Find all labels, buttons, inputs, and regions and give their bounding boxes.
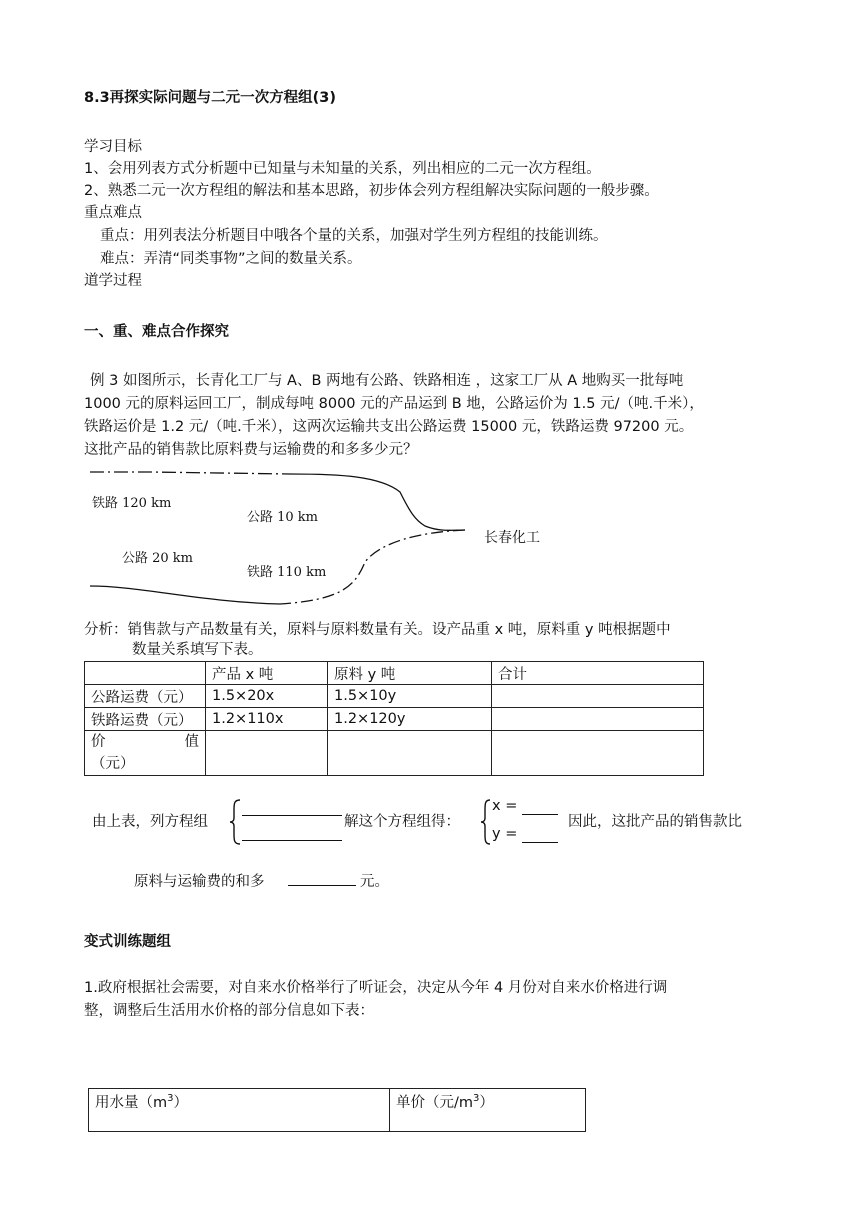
price-label-end: ） [479, 1095, 494, 1111]
table-header: 原料 y 吨 [328, 662, 492, 685]
left-brace-icon [228, 798, 242, 846]
equation-line2-prefix: 原料与运输费的和多 [134, 874, 265, 890]
equation-prefix: 由上表，列方程组 [92, 814, 208, 830]
table-row [85, 708, 704, 731]
table-cell [492, 685, 704, 708]
x-label: x = [492, 798, 518, 814]
table-cell: 1.5×10y [328, 685, 492, 708]
example-line-2: 1000 元的原料运回工厂，制成每吨 8000 元的产品运到 B 地，公路运价为 1.5 元/（吨.千米）， [84, 396, 704, 412]
table-cell-value-label [85, 731, 206, 776]
label-rail-110: 铁路 110 km [247, 565, 327, 580]
page-title: 8.3再探实际问题与二元一次方程组(3) [84, 90, 337, 106]
label-factory: 长春化工 [484, 530, 540, 546]
value-label-b: 值 [184, 734, 199, 750]
route-diagram [80, 462, 500, 612]
analysis-line-1: 分析：销售款与产品数量有关，原料与原料数量有关。设产品重 x 吨，原料重 y 吨根据题中 [84, 622, 671, 638]
price-sup: 3 [473, 1093, 480, 1105]
table-row [85, 685, 704, 708]
section1-heading: 一、重、难点合作探究 [84, 324, 229, 340]
equation-suffix: 因此，这批产品的销售款比 [568, 814, 742, 830]
equation-blank-2[interactable] [242, 840, 342, 841]
value-label-a: 价 [91, 734, 106, 750]
objectives-heading: 学习目标 [84, 139, 142, 155]
left-brace-icon [480, 798, 492, 846]
table-header-price [390, 1089, 586, 1132]
analysis-line-2: 数量关系填写下表。 [132, 642, 263, 658]
table-cell: 公路运费（元） [85, 685, 206, 708]
table-cell [206, 731, 328, 776]
table-cell [492, 708, 704, 731]
usage-sup: 3 [167, 1093, 174, 1105]
table-cell [85, 662, 206, 685]
table-header-usage [89, 1089, 390, 1132]
problem-line-2: 整，调整后生活用水价格的部分信息如下表： [84, 1003, 374, 1019]
example-line-3: 铁路运价是 1.2 元/（吨.千米），这两次运输共支出公路运费 15000 元，铁路运费 97200 元。 [84, 419, 694, 435]
label-road-10: 公路 10 km [247, 510, 319, 525]
freight-table [84, 661, 704, 776]
process-heading: 道学过程 [84, 273, 142, 289]
y-answer-blank[interactable] [522, 842, 558, 843]
problem-line-1: 1.政府根据社会需要，对自来水价格举行了听证会，决定从今年 4 月份对自来水价格进行调 [84, 980, 668, 996]
table-header: 合计 [492, 662, 704, 685]
label-road-20: 公路 20 km [122, 551, 194, 566]
usage-label: 用水量（m [95, 1095, 168, 1111]
key-point: 重点：用列表法分析题目中哦各个量的关系，加强对学生列方程组的技能训练。 [100, 228, 608, 244]
table-row [85, 731, 704, 776]
example-line-4: 这批产品的销售款比原料费与运输费的和多多少元？ [84, 442, 418, 458]
y-label: y = [492, 826, 518, 842]
x-answer-blank[interactable] [522, 814, 558, 815]
equation-line2-suffix: 元。 [360, 874, 389, 890]
table-header-row [89, 1089, 586, 1132]
equation-blank-1[interactable] [242, 815, 342, 816]
table-cell: 铁路运费（元） [85, 708, 206, 731]
objective-item-2: 2、熟悉二元一次方程组的解法和基本思路，初步体会列方程组解决实际问题的一般步骤。 [84, 183, 659, 199]
section2-heading: 变式训练题组 [84, 934, 171, 950]
key-points-heading: 重点难点 [84, 205, 142, 221]
table-cell [492, 731, 704, 776]
usage-label-end: ） [173, 1095, 188, 1111]
table-cell: 1.5×20x [206, 685, 328, 708]
difference-blank[interactable] [288, 885, 356, 886]
rail-120-line [90, 472, 290, 474]
table-header: 产品 x 吨 [206, 662, 328, 685]
table-header-row [85, 662, 704, 685]
price-label: 单价（元/m [396, 1095, 474, 1111]
objective-item-1: 1、会用列表方式分析题中已知量与未知量的关系，列出相应的二元一次方程组。 [84, 161, 601, 177]
label-rail-120: 铁路 120 km [92, 496, 172, 511]
equation-middle: 解这个方程组得： [344, 814, 460, 830]
example-line-1: 例 3 如图所示，长青化工厂与 A、B 两地有公路、铁路相连 ，这家工厂从 A 地购买一批每吨 [90, 373, 684, 389]
table-cell: 1.2×110x [206, 708, 328, 731]
road-20-curve [90, 586, 280, 604]
table-cell [328, 731, 492, 776]
difficult-point: 难点：弄清“同类事物”之间的数量关系。 [100, 251, 362, 267]
table-cell: 1.2×120y [328, 708, 492, 731]
value-label-c: （元） [91, 756, 135, 772]
water-price-table [88, 1088, 586, 1132]
